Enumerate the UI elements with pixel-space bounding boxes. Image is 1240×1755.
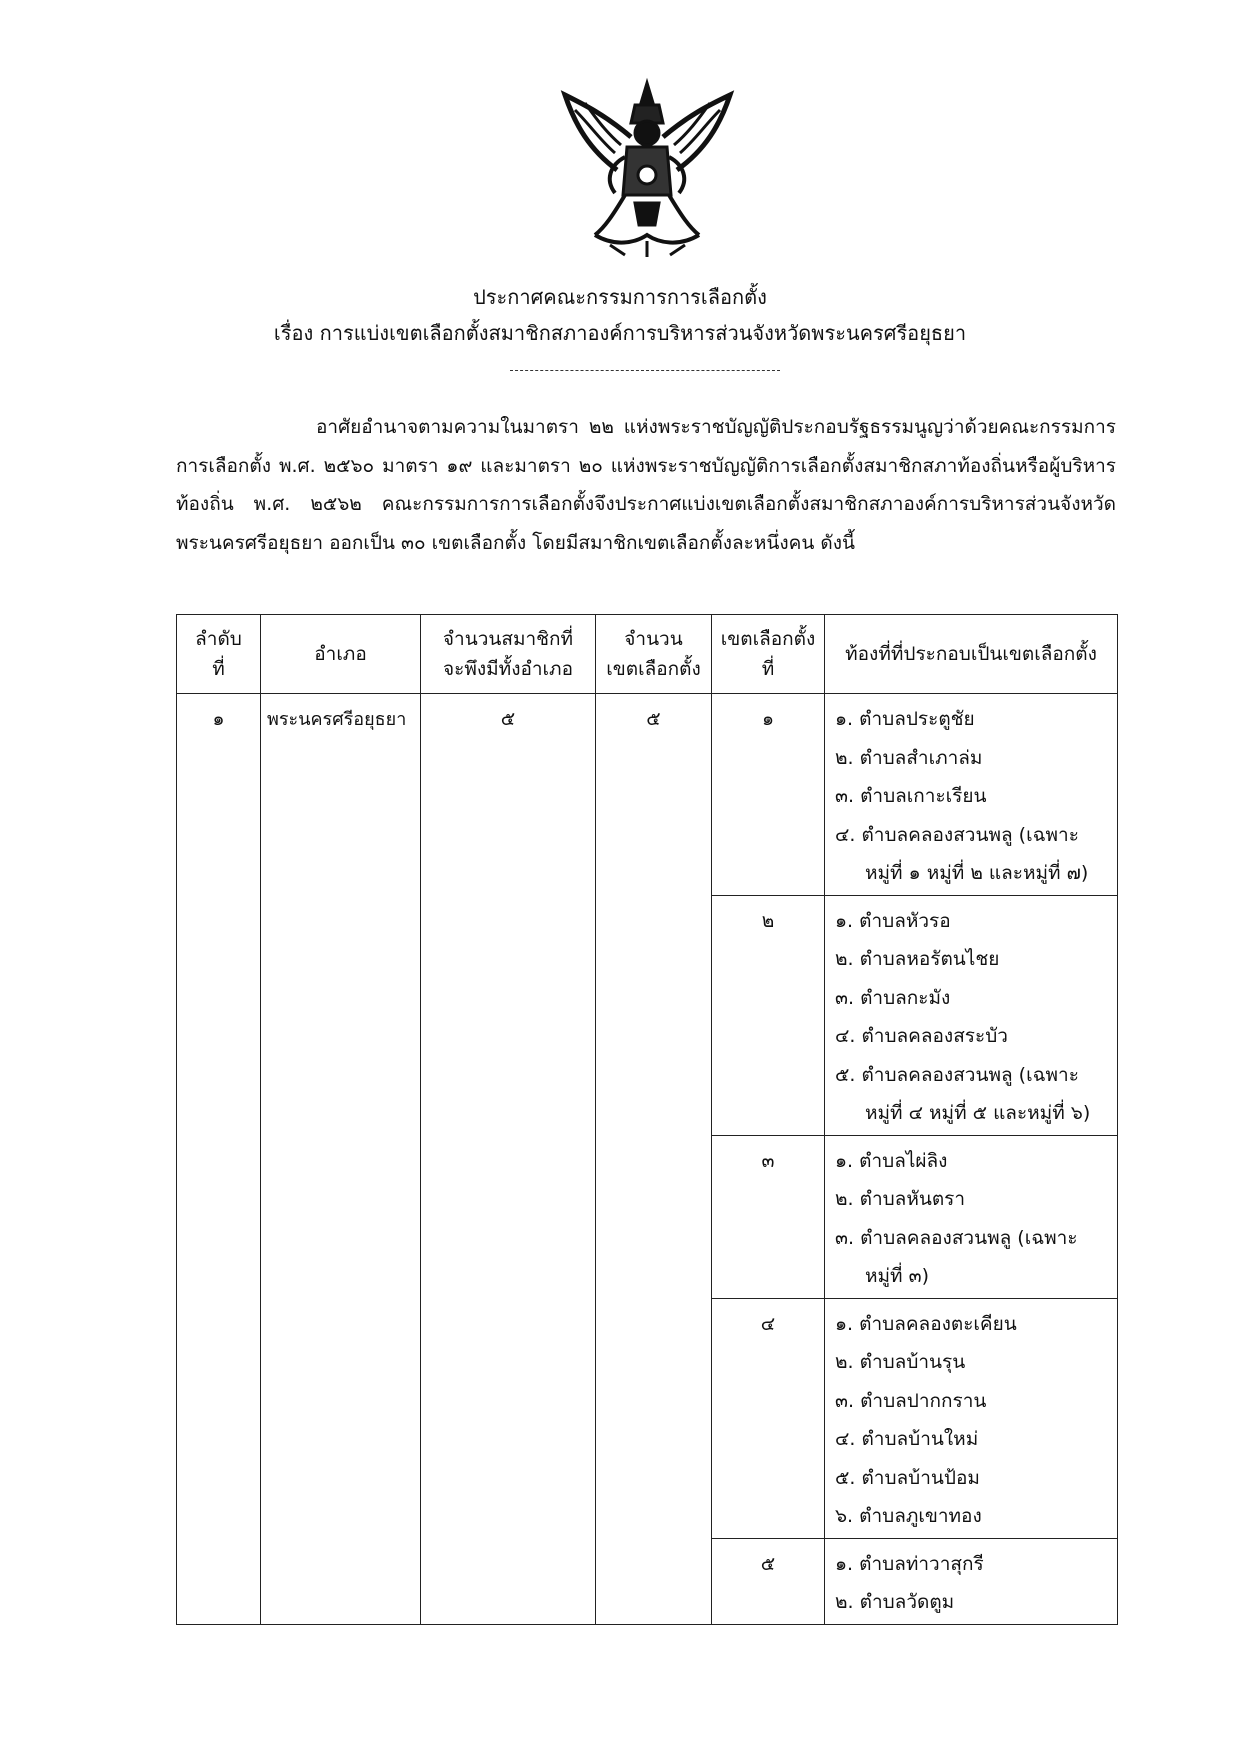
- header-zone: เขตเลือกตั้ง ที่: [712, 615, 825, 694]
- table-header-row: [177, 615, 1118, 694]
- cell-zone-number: ๕: [712, 1538, 825, 1624]
- cell-zone-areas: [825, 1538, 1118, 1624]
- cell-zone-number: ๓: [712, 1135, 825, 1298]
- table-row: [177, 694, 1118, 896]
- list-item: ๓. ตำบลคลองสวนพลู (เฉพาะ: [835, 1226, 1078, 1249]
- list-item: ๓. ตำบลเกาะเรียน: [835, 785, 987, 807]
- list-item: ๒. ตำบลหันตรา: [835, 1188, 966, 1210]
- header-zone-count: จำนวน เขตเลือกตั้ง: [596, 615, 712, 694]
- list-item: ๑. ตำบลหัวรอ: [835, 909, 951, 932]
- list-item: หมู่ที่ ๔ หมู่ที่ ๕ และหมู่ที่ ๖): [865, 1102, 1091, 1124]
- header-areas: ท้องที่ที่ประกอบเป็นเขตเลือกตั้ง: [825, 615, 1118, 694]
- header-order: ลำดับ ที่: [177, 615, 261, 694]
- list-item: ๓. ตำบลปากกราน: [835, 1389, 987, 1412]
- list-item: ๔. ตำบลคลองสระบัว: [835, 1025, 1008, 1047]
- header-members: จำนวนสมาชิกที่ จะพึงมีทั้งอำเภอ: [421, 615, 596, 694]
- page-title: ประกาศคณะกรรมการการเลือกตั้ง: [473, 285, 767, 309]
- list-item: ๓. ตำบลกะมัง: [835, 986, 951, 1009]
- page-subject: เรื่อง การแบ่งเขตเลือกตั้งสมาชิกสภาองค์การบริหารส่วนจังหวัดพระนครศรีอยุธยา: [273, 321, 967, 345]
- list-item: หมู่ที่ ๓): [865, 1265, 930, 1287]
- cell-order: ๑: [177, 694, 261, 1625]
- list-item: หมู่ที่ ๑ หมู่ที่ ๒ และหมู่ที่ ๗): [865, 862, 1089, 884]
- list-item: ๕. ตำบลคลองสวนพลู (เฉพาะ: [835, 1063, 1079, 1086]
- list-item: ๒. ตำบลหอรัตนไชย: [835, 948, 1000, 970]
- intro-paragraph: [176, 408, 1116, 562]
- cell-zone-areas: [825, 1135, 1118, 1298]
- list-item: ๔. ตำบลบ้านใหม่: [835, 1428, 979, 1450]
- list-item: ๑. ตำบลประตูชัย: [835, 708, 975, 730]
- list-item: ๑. ตำบลคลองตะเคียน: [835, 1312, 1017, 1335]
- list-item: ๔. ตำบลคลองสวนพลู (เฉพาะ: [835, 823, 1079, 846]
- election-zone-table: [176, 614, 1118, 1625]
- cell-zone-areas: [825, 895, 1118, 1135]
- list-item: ๒. ตำบลสำเภาล่ม: [835, 746, 983, 769]
- cell-zone-number: ๑: [712, 694, 825, 896]
- cell-zone-areas: [825, 694, 1118, 896]
- cell-zone-number: ๔: [712, 1298, 825, 1538]
- list-item: ๒. ตำบลวัดตูม: [835, 1591, 955, 1613]
- cell-zone-count: ๕: [596, 694, 712, 1625]
- heading-divider: [510, 370, 780, 371]
- list-item: ๖. ตำบลภูเขาทอง: [835, 1505, 982, 1527]
- cell-members: ๕: [421, 694, 596, 1625]
- cell-zone-number: ๒: [712, 895, 825, 1135]
- list-item: ๒. ตำบลบ้านรุน: [835, 1351, 966, 1373]
- garuda-emblem-icon: [555, 75, 740, 260]
- cell-zone-areas: [825, 1298, 1118, 1538]
- list-item: ๑. ตำบลท่าวาสุกรี: [835, 1552, 984, 1575]
- header-district: อำเภอ: [261, 615, 421, 694]
- cell-district: พระนครศรีอยุธยา: [261, 694, 421, 1625]
- list-item: ๕. ตำบลบ้านป้อม: [835, 1466, 980, 1489]
- intro-paragraph-text: อาศัยอำนาจตามความในมาตรา ๒๒ แห่งพระราชบัญญัติประกอบรัฐธรรมนูญว่าด้วยคณะกรรมการการเลือกตั้ง พ.ศ. ๒๕๖๐ มาตรา ๑๙ และมาตรา ๒๐ แห่งพระราชบัญญัติการเลือกตั้งสมาชิกสภาท้องถิ่นหรือผู้บริหารท้องถิ่น พ.ศ. ๒๕๖๒ คณะกรรมการการเลือกตั้งจึงประกาศแบ่งเขตเลือกตั้งสมาชิกสภาองค์การบริหารส่วนจังหวัดพระนครศรีอยุธยา ออกเป็น ๓๐ เขตเลือกตั้ง โดยมีสมาชิกเขตเลือกตั้งละหนึ่งคน ดังนี้: [176, 416, 1116, 554]
- list-item: ๑. ตำบลไผ่ลิง: [835, 1149, 948, 1172]
